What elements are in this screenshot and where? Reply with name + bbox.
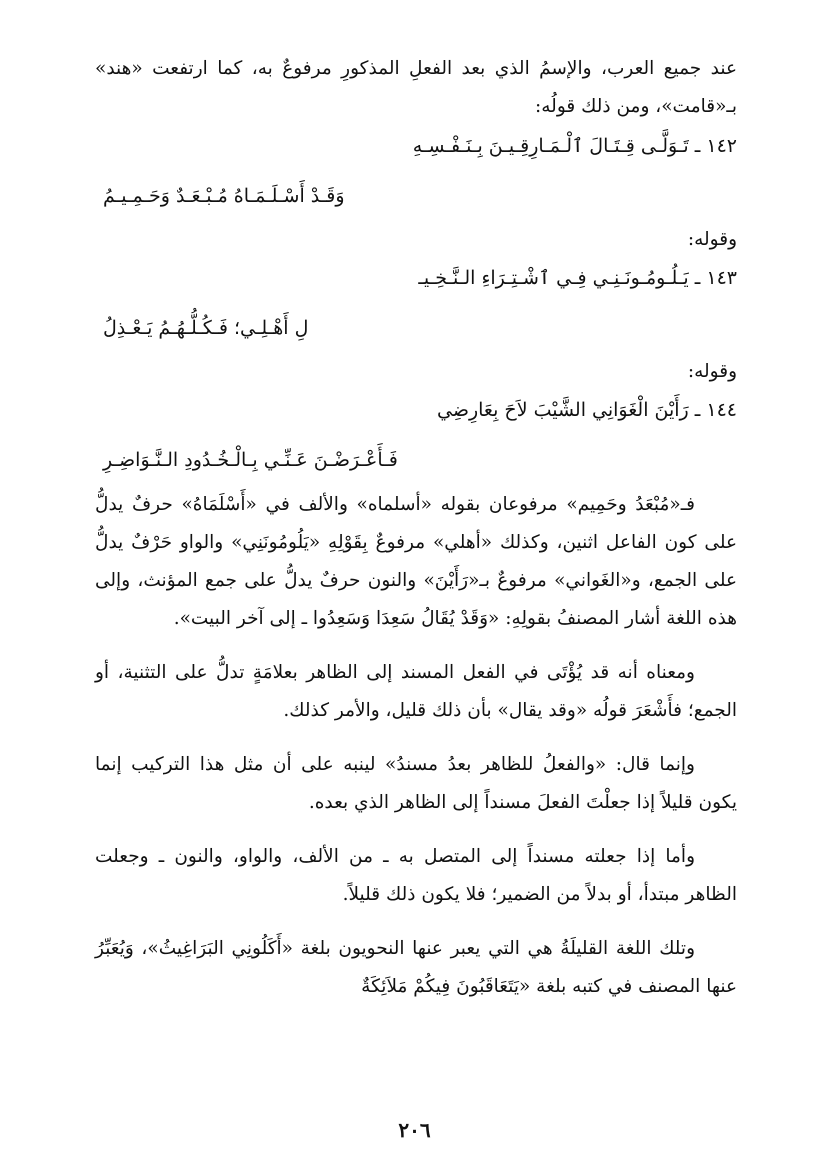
verse-second-hemistich: لِ أَهْـلِـي؛ فَـكُـلُّـهُـمُ يَـعْـذِلُ (103, 317, 309, 339)
hemistich-text: تَـوَلَّـى قِـتَـالَ ٱلْـمَـارِقِـيـنَ بِـنَـفْـسِـهِ (412, 135, 689, 157)
verse-lead: وقوله: (687, 229, 737, 250)
hemistich-text: يَـلُـومُـونَـنِـي فِـي ٱشْـتِـرَاءِ الـنَّـخِـيـ (418, 267, 689, 289)
commentary-paragraph-3: وإنما قال: «والفعلُ للظاهر بعدُ مسندُ» لينبه على أن مثل هذا التركيب إنما يكون قليلاً إذا جعلْتَ الفعلَ مسنداً إلى الظاهر الذي بعده. (95, 754, 737, 813)
verse-first-hemistich (95, 390, 737, 430)
verse-number: ١٤٢ ـ (694, 135, 737, 157)
commentary-paragraph-2: ومعناه أنه قد يُؤْتَى في الفعل المسند إلى الظاهر بعلامَةٍ تدلُّ على التثنية، أو الجمع؛ فأَشْعَرَ قولُه «وقد يقال» بأن ذلك قليل، والأمر كذلك. (95, 662, 737, 721)
verse-first-hemistich (95, 126, 737, 166)
verse-lead: وقوله: (687, 361, 737, 382)
verse-144 (95, 390, 737, 480)
intro-paragraph (95, 50, 737, 126)
verse-first-hemistich (95, 258, 737, 298)
hemistich-text: رَأَيْنَ الْغَوَانِي الشَّيْبَ لاَحَ بِعَارِضِي (437, 399, 689, 421)
verse-number: ١٤٤ ـ (694, 399, 737, 421)
intro-line-2: «هند» بـ«قامت»، ومن ذلك قولُه: (95, 58, 737, 117)
commentary-paragraph-1: فـ«مُبْعَدُ وحَمِيم» مرفوعان بقوله «أسلماه» والألف في «أَسْلَمَاهُ» حرفٌ يدلُّ على كون الفاعل اثنين، وكذلك «أهلي» مرفوعٌ بِقَوْلِهِ «يَلُومُونَنِي» والواو حَرْفٌ يدلُّ على الجمع، و«الغَواني» مرفوعٌ بـ«رَأَيْنَ» والنون حرفٌ يدلُّ على جمع المؤنث، وإلى هذه اللغة أشار المصنفُ بقولِهِ: «وَقَدْ يُقَالُ سَعِدَا وَسَعِدُوا ـ إلى آخر البيت». (95, 494, 737, 629)
intro-line-1: عند جميع العرب، والإسمُ الذي بعد الفعلِ المذكورِ مرفوعٌ به، كما ارتفعت (152, 58, 737, 79)
commentary-paragraph-4: وأما إذا جعلته مسنداً إلى المتصل به ـ من الألف، والواو، والنون ـ وجعلت الظاهر مبتدأ، أو بدلاً من الضمير؛ فلا يكون ذلك قليلاً. (95, 846, 737, 905)
page-number: ٢٠٦ (398, 1118, 431, 1142)
verse-142 (95, 126, 737, 258)
verse-second-hemistich: وَقَـدْ أَسْـلَـمَـاهُ مُـبْـعَـدٌ وَحَـمِـيـمُ (103, 185, 345, 207)
commentary-paragraph-5: وتلك اللغة القليلَةُ هي التي يعبر عنها النحويون بلغة «أَكَلُونِي البَرَاغِيثُ»، وَيُعَبِّرُ عنها المصنف في كتبه بلغة «يَتَعَاقَبُونَ فِيكُمْ مَلاَئِكَةٌ (95, 938, 737, 997)
verse-143 (95, 258, 737, 390)
verse-number: ١٤٣ ـ (694, 267, 737, 289)
verse-second-hemistich: فَـأَعْـرَضْـنَ عَـنِّـي بِـالْـخُـدُودِ الـنَّـوَاضِـرِ (103, 449, 398, 471)
document-page (95, 50, 737, 1006)
